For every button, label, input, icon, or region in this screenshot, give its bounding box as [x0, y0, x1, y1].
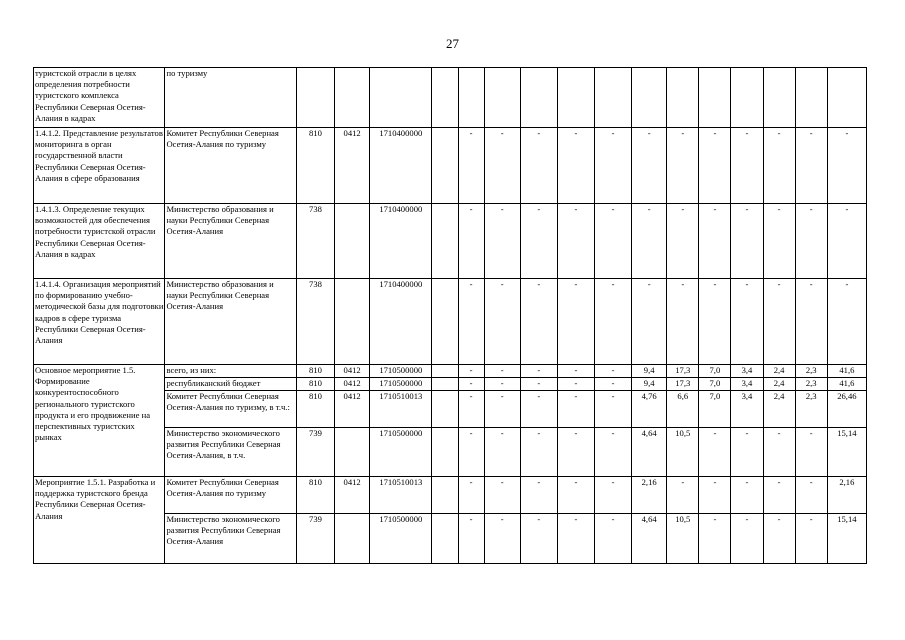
rzpr-cell — [335, 514, 370, 564]
value-cell: - — [557, 391, 594, 428]
value-cell: 7,0 — [699, 378, 731, 391]
value-cell: - — [667, 477, 699, 514]
budget-table — [33, 67, 867, 564]
value-cell: - — [520, 477, 557, 514]
rzpr-cell — [335, 428, 370, 477]
value-cell: - — [795, 477, 827, 514]
value-cell: - — [458, 378, 484, 391]
grbs-cell: 739 — [296, 514, 334, 564]
value-cell: - — [520, 204, 557, 279]
rzpr-cell: 0412 — [335, 378, 370, 391]
value-cell: - — [632, 128, 667, 204]
executor-cell: всего, из них: — [165, 365, 296, 378]
table-row — [34, 365, 867, 378]
value-cell: - — [731, 477, 763, 514]
value-cell: - — [667, 204, 699, 279]
value-cell: 4,76 — [632, 391, 667, 428]
value-cell: - — [557, 428, 594, 477]
value-cell: - — [594, 279, 631, 365]
value-cell: - — [484, 477, 520, 514]
value-cell: - — [458, 279, 484, 365]
value-cell: - — [731, 514, 763, 564]
value-cell: - — [763, 477, 795, 514]
value-cell — [432, 428, 458, 477]
value-cell — [699, 68, 731, 128]
value-cell: - — [557, 128, 594, 204]
executor-cell: Комитет Республики Северная Осетия-Алания по туризму — [165, 477, 296, 514]
table-row — [34, 204, 867, 279]
value-cell — [632, 68, 667, 128]
value-cell — [795, 68, 827, 128]
value-cell: - — [731, 279, 763, 365]
value-cell: 9,4 — [632, 365, 667, 378]
value-cell: - — [632, 279, 667, 365]
value-cell: 10,5 — [667, 428, 699, 477]
value-cell — [484, 68, 520, 128]
value-cell: 4,64 — [632, 514, 667, 564]
value-cell: - — [699, 204, 731, 279]
value-cell — [432, 279, 458, 365]
value-cell: - — [484, 428, 520, 477]
executor-cell: Министерство образования и науки Республики Северная Осетия-Алания — [165, 204, 296, 279]
value-cell: - — [484, 279, 520, 365]
executor-cell: Министерство экономического развития Республики Северная Осетия-Алания — [165, 514, 296, 564]
value-cell: 10,5 — [667, 514, 699, 564]
value-cell: - — [594, 378, 631, 391]
value-cell: - — [520, 279, 557, 365]
value-cell: - — [484, 391, 520, 428]
value-cell: - — [763, 279, 795, 365]
value-cell: - — [458, 391, 484, 428]
grbs-cell: 738 — [296, 204, 334, 279]
value-cell: - — [632, 204, 667, 279]
csr-cell: 1710500000 — [370, 428, 432, 477]
value-cell: - — [594, 391, 631, 428]
value-cell: 3,4 — [731, 365, 763, 378]
value-cell: - — [557, 279, 594, 365]
rzpr-cell — [335, 279, 370, 365]
value-cell: 3,4 — [731, 378, 763, 391]
value-cell: 2,16 — [827, 477, 866, 514]
value-cell: - — [594, 365, 631, 378]
executor-cell: Министерство экономического развития Республики Северная Осетия-Алания, в т.ч. — [165, 428, 296, 477]
value-cell — [432, 128, 458, 204]
value-cell: - — [594, 204, 631, 279]
rzpr-cell: 0412 — [335, 391, 370, 428]
value-cell — [557, 68, 594, 128]
value-cell: 7,0 — [699, 365, 731, 378]
value-cell: - — [699, 279, 731, 365]
value-cell: 2,4 — [763, 378, 795, 391]
csr-cell: 1710500000 — [370, 365, 432, 378]
executor-cell: республиканский бюджет — [165, 378, 296, 391]
value-cell: - — [795, 428, 827, 477]
value-cell: - — [699, 428, 731, 477]
value-cell: - — [795, 204, 827, 279]
grbs-cell: 810 — [296, 378, 334, 391]
value-cell: 2,3 — [795, 365, 827, 378]
value-cell: - — [458, 428, 484, 477]
value-cell — [432, 204, 458, 279]
value-cell — [458, 68, 484, 128]
event-cell: Мероприятие 1.5.1. Разработка и поддержка туристского бренда Республики Северная Осетия-Алания — [34, 477, 165, 564]
grbs-cell: 810 — [296, 477, 334, 514]
rzpr-cell — [335, 68, 370, 128]
page-number: 27 — [446, 36, 459, 51]
grbs-cell: 738 — [296, 279, 334, 365]
csr-cell: 1710400000 — [370, 128, 432, 204]
rzpr-cell — [335, 204, 370, 279]
value-cell: - — [484, 378, 520, 391]
event-cell: 1.4.1.2. Представление результатов мониторинга в орган государственной власти Республики Северная Осетия-Алания в сфере образования — [34, 128, 165, 204]
event-cell: туристской отрасли в целях определения потребности туристского комплекса Республики Северная Осетия-Алания в кадрах — [34, 68, 165, 128]
value-cell: 2,4 — [763, 391, 795, 428]
value-cell: - — [484, 365, 520, 378]
value-cell: - — [458, 204, 484, 279]
value-cell: 41,6 — [827, 378, 866, 391]
grbs-cell: 810 — [296, 391, 334, 428]
csr-cell: 1710400000 — [370, 279, 432, 365]
executor-cell: Комитет Республики Северная Осетия-Алания по туризму — [165, 128, 296, 204]
value-cell: - — [557, 477, 594, 514]
value-cell: - — [731, 128, 763, 204]
table-row — [34, 477, 867, 514]
rzpr-cell: 0412 — [335, 128, 370, 204]
value-cell: - — [763, 514, 795, 564]
value-cell: - — [795, 514, 827, 564]
value-cell: 15,14 — [827, 428, 866, 477]
value-cell: 9,4 — [632, 378, 667, 391]
value-cell: - — [763, 128, 795, 204]
executor-cell: по туризму — [165, 68, 296, 128]
value-cell: 26,46 — [827, 391, 866, 428]
csr-cell: 1710400000 — [370, 204, 432, 279]
csr-cell: 1710500000 — [370, 378, 432, 391]
value-cell — [432, 514, 458, 564]
value-cell: - — [520, 514, 557, 564]
event-cell: 1.4.1.4. Организация мероприятий по формированию учебно-методической базы для подготовки кадров в сфере туризма Республики Северная Осетия-Алания — [34, 279, 165, 365]
value-cell — [432, 68, 458, 128]
value-cell: 17,3 — [667, 365, 699, 378]
grbs-cell: 810 — [296, 365, 334, 378]
value-cell: 4,64 — [632, 428, 667, 477]
value-cell: - — [520, 128, 557, 204]
value-cell: 2,16 — [632, 477, 667, 514]
value-cell: 17,3 — [667, 378, 699, 391]
csr-cell — [370, 68, 432, 128]
value-cell: - — [667, 128, 699, 204]
table-row — [34, 279, 867, 365]
value-cell: - — [458, 128, 484, 204]
value-cell — [432, 378, 458, 391]
value-cell: - — [795, 128, 827, 204]
value-cell: - — [520, 378, 557, 391]
csr-cell: 1710510013 — [370, 477, 432, 514]
value-cell: - — [557, 204, 594, 279]
value-cell — [827, 68, 866, 128]
grbs-cell: 739 — [296, 428, 334, 477]
value-cell: - — [484, 204, 520, 279]
value-cell: - — [763, 428, 795, 477]
value-cell: 3,4 — [731, 391, 763, 428]
value-cell: 41,6 — [827, 365, 866, 378]
value-cell: - — [520, 391, 557, 428]
value-cell: - — [557, 365, 594, 378]
value-cell: - — [458, 477, 484, 514]
csr-cell: 1710510013 — [370, 391, 432, 428]
executor-cell: Министерство образования и науки Республики Северная Осетия-Алания — [165, 279, 296, 365]
value-cell: - — [699, 477, 731, 514]
value-cell: - — [594, 514, 631, 564]
value-cell: - — [731, 204, 763, 279]
value-cell: - — [827, 204, 866, 279]
value-cell: - — [763, 204, 795, 279]
value-cell — [763, 68, 795, 128]
value-cell: - — [667, 279, 699, 365]
rzpr-cell: 0412 — [335, 365, 370, 378]
executor-cell: Комитет Республики Северная Осетия-Алания по туризму, в т.ч.: — [165, 391, 296, 428]
csr-cell: 1710500000 — [370, 514, 432, 564]
rzpr-cell: 0412 — [335, 477, 370, 514]
value-cell: - — [594, 477, 631, 514]
value-cell: - — [699, 128, 731, 204]
grbs-cell — [296, 68, 334, 128]
value-cell: - — [827, 279, 866, 365]
value-cell — [731, 68, 763, 128]
value-cell: 7,0 — [699, 391, 731, 428]
value-cell — [520, 68, 557, 128]
value-cell: 6,6 — [667, 391, 699, 428]
table-row — [34, 68, 867, 128]
value-cell: 15,14 — [827, 514, 866, 564]
value-cell — [432, 477, 458, 514]
value-cell: - — [731, 428, 763, 477]
grbs-cell: 810 — [296, 128, 334, 204]
value-cell: - — [484, 514, 520, 564]
event-cell: 1.4.1.3. Определение текущих возможностей для обеспечения потребности туристской отрасли Республики Северная Осетия-Алания в кадрах — [34, 204, 165, 279]
value-cell: - — [484, 128, 520, 204]
value-cell — [432, 365, 458, 378]
value-cell: - — [699, 514, 731, 564]
value-cell — [594, 68, 631, 128]
value-cell: - — [520, 365, 557, 378]
value-cell: 2,3 — [795, 378, 827, 391]
main-event-cell: Основное мероприятие 1.5. Формирование конкурентоспособного регионального туристского продукта и его продвижение на перспективных туристских рынках — [34, 365, 165, 477]
value-cell: - — [594, 428, 631, 477]
value-cell: - — [458, 365, 484, 378]
value-cell: - — [557, 378, 594, 391]
value-cell: - — [557, 514, 594, 564]
value-cell: - — [594, 128, 631, 204]
value-cell — [667, 68, 699, 128]
table-row — [34, 128, 867, 204]
value-cell: - — [795, 279, 827, 365]
value-cell: - — [458, 514, 484, 564]
value-cell: - — [520, 428, 557, 477]
value-cell: 2,4 — [763, 365, 795, 378]
value-cell — [432, 391, 458, 428]
value-cell: - — [827, 128, 866, 204]
value-cell: 2,3 — [795, 391, 827, 428]
